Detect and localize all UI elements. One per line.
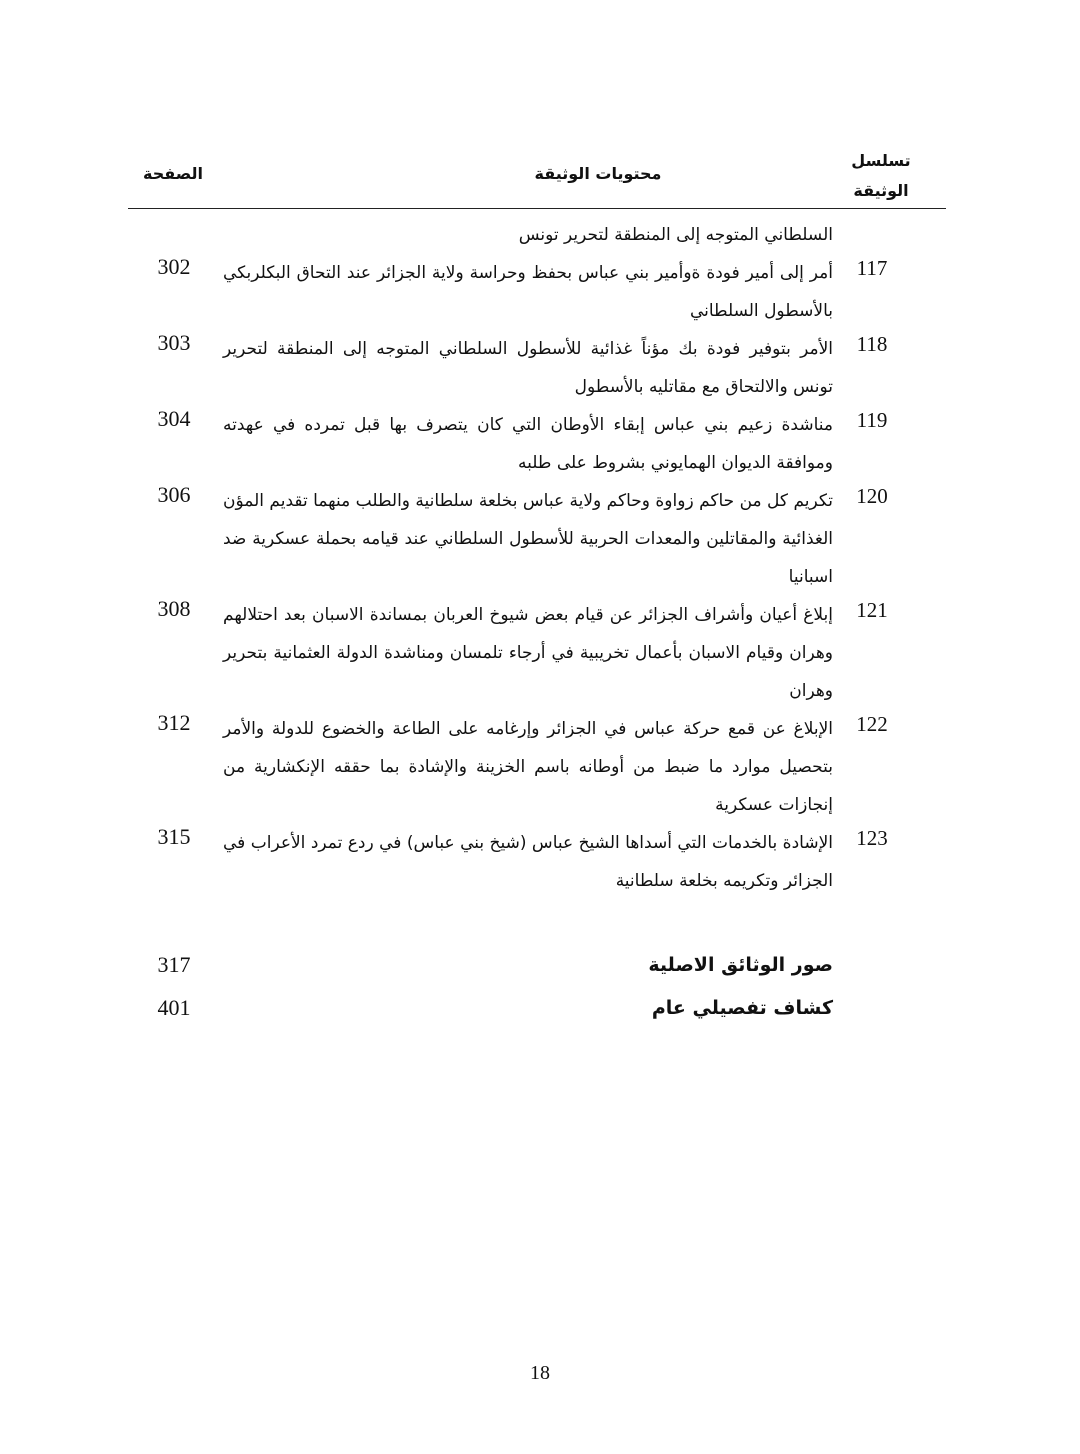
row-serial: 118 <box>856 332 888 356</box>
extra-page-number: 317 <box>157 952 191 977</box>
row-page-number: 306 <box>157 482 191 507</box>
row-description: تكريم كل من حاكم زواوة وحاكم ولاية عباس بخلعة سلطانية والطلب منهما تقديم المؤن الغذائية والمقاتلين والمعدات الحربية للأسطول السلطاني عند قيامه بحملة عسكرية ضد اسبانيا <box>223 491 833 587</box>
row-page-number: 315 <box>157 824 191 849</box>
table-row <box>128 710 946 824</box>
row-page-number: 302 <box>157 254 191 279</box>
extra-entry-general-index <box>128 993 946 1033</box>
row-page-number: 303 <box>157 330 191 355</box>
row-serial: 122 <box>856 712 888 736</box>
row-serial: 121 <box>856 598 888 622</box>
table-row <box>128 482 946 596</box>
header-contents-label: محتويات الوثيقة <box>534 164 662 183</box>
table-row <box>128 596 946 710</box>
extra-title: صور الوثائق الاصلية <box>648 954 833 976</box>
header-serial-label: تسلسل الوثيقة <box>851 151 911 200</box>
header-page-label: الصفحة <box>142 164 203 183</box>
table-row <box>128 216 946 254</box>
row-description: أمر إلى أمير فودة ةوأمير بني عباس بحفظ وحراسة ولاية الجزائر عند التحاق البكلربكي بالأسطول السلطاني <box>223 263 833 321</box>
row-description: السلطاني المتوجه إلى المنطقة لتحرير تونس <box>518 225 833 245</box>
table-row <box>128 406 946 482</box>
table-row <box>128 824 946 900</box>
row-page-number: 304 <box>157 406 191 431</box>
extra-title: كشاف تفصيلي عام <box>651 997 833 1019</box>
table-row <box>128 254 946 330</box>
row-serial: 120 <box>856 484 888 508</box>
page-number: 18 <box>530 1362 550 1384</box>
row-serial: 123 <box>856 826 888 850</box>
row-description: الأمر بتوفير فودة بك مؤناً غذائية للأسطول السلطاني المتوجه إلى المنطقة لتحرير تونس والالتحاق مع مقاتليه بالأسطول <box>223 339 833 397</box>
row-serial: 117 <box>856 256 888 280</box>
extra-entry-original-documents <box>128 950 946 990</box>
row-description: مناشدة زعيم بني عباس إبقاء الأوطان التي كان يتصرف بها قبل تمرده في عهدته وموافقة الديوان الهمايوني بشروط على طلبه <box>223 415 833 473</box>
row-description: إبلاغ أعيان وأشراف الجزائر عن قيام بعض شيوخ العربان بمساندة الاسبان بعد احتلالهم وهران وقيام الاسبان بأعمال تخريبية في أرجاء تلمسان ومناشدة الدولة العثمانية بتحرير وهران <box>223 605 833 701</box>
row-description: الإشادة بالخدمات التي أسداها الشيخ عباس (شيخ بني عباس) في ردع تمرد الأعراب في الجزائر وتكريمه بخلعة سلطانية <box>223 833 833 891</box>
row-page-number: 308 <box>157 596 191 621</box>
contents-table <box>128 216 946 900</box>
table-header <box>128 140 946 209</box>
row-page-number: 312 <box>157 710 191 735</box>
row-serial: 119 <box>856 408 888 432</box>
extra-page-number: 401 <box>157 995 191 1020</box>
row-description: الإبلاغ عن قمع حركة عباس في الجزائر وإرغامه على الطاعة والخضوع للدولة والأمر بتحصيل موارد ما ضبط من أوطانه باسم الخزينة والإشادة بما حققه الإنكشارية من إنجازات عسكرية <box>223 719 833 815</box>
table-row <box>128 330 946 406</box>
